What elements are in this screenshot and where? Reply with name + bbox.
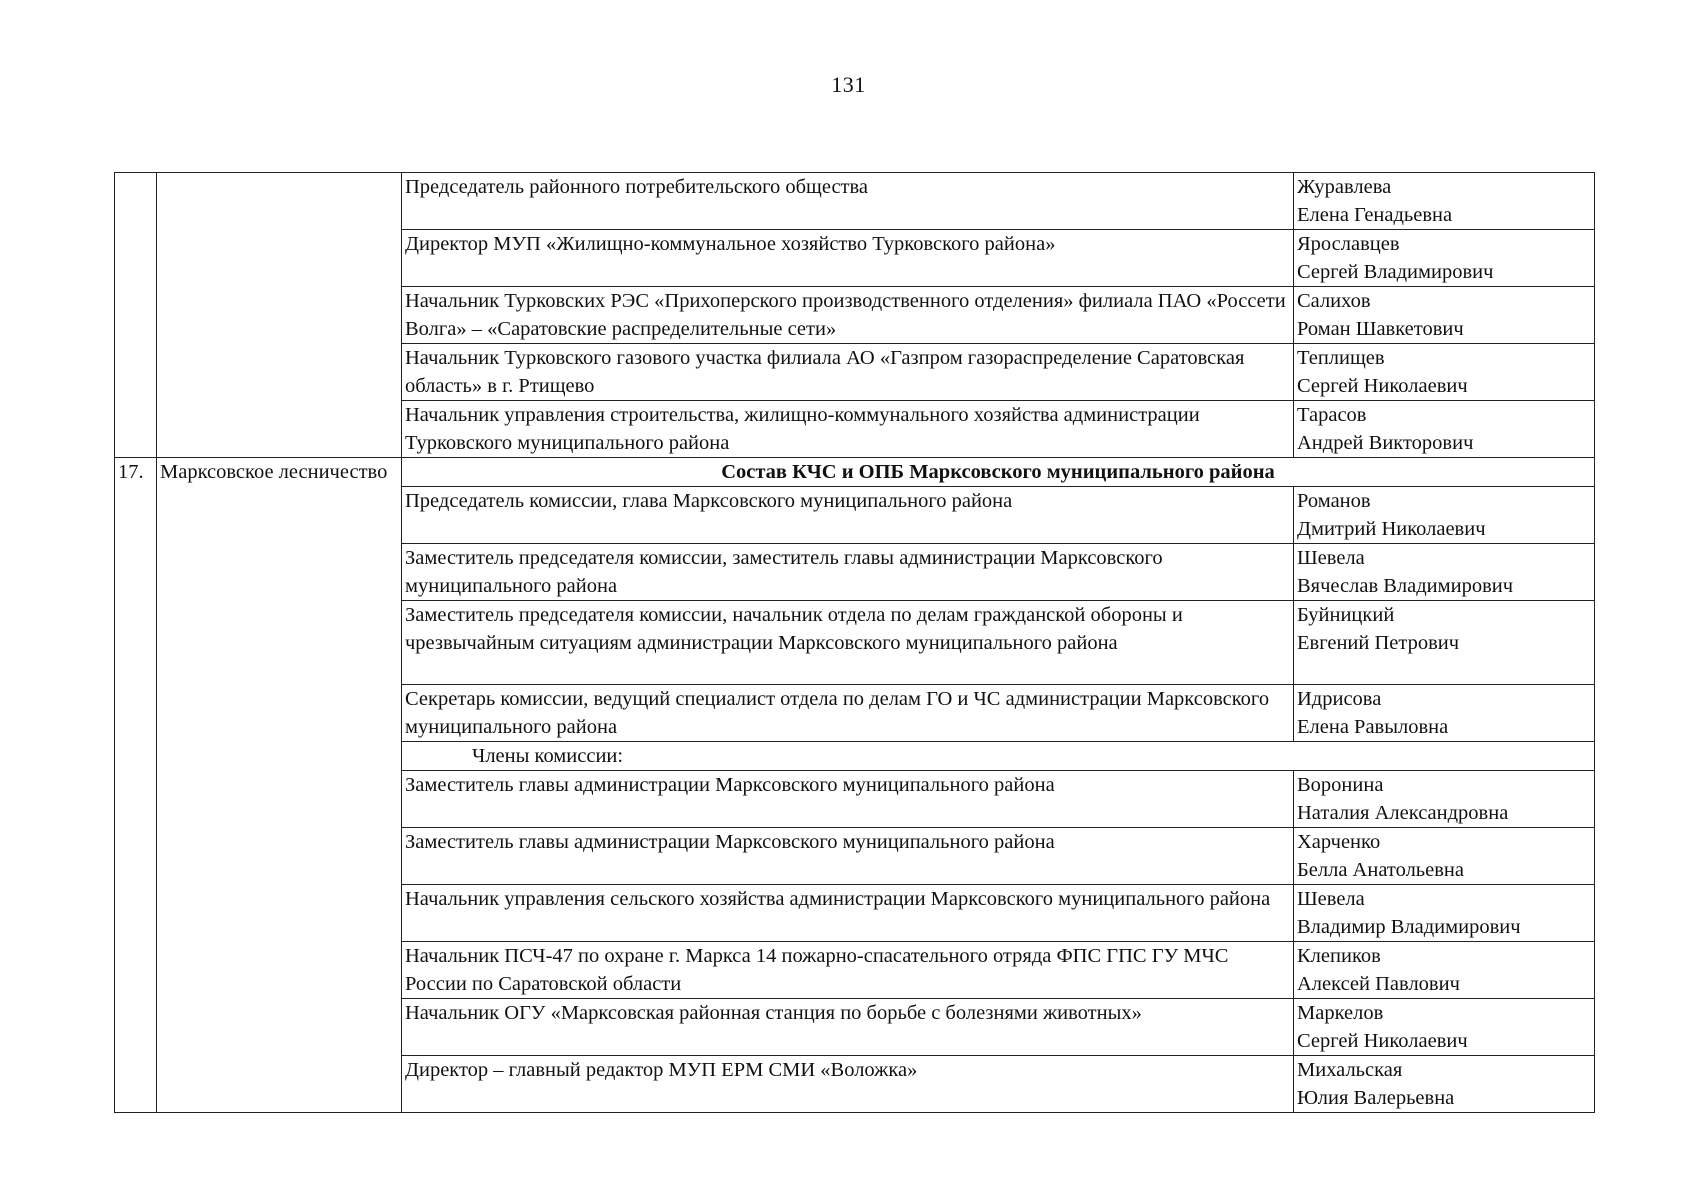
number-cell-empty xyxy=(115,173,157,458)
position-cell: Начальник Турковского газового участка филиала АО «Газпром газораспределение Саратовская область» в г. Ртищево xyxy=(402,344,1294,401)
section-title: Состав КЧС и ОПБ Марксовского муниципального района xyxy=(402,458,1595,487)
position-cell: Директор МУП «Жилищно-коммунальное хозяйство Турковского района» xyxy=(402,230,1294,287)
person-given-names: Роман Шавкетович xyxy=(1297,318,1464,340)
person-surname: Ярославцев xyxy=(1297,233,1400,255)
position-cell: Начальник управления сельского хозяйства администрации Марксовского муниципального района xyxy=(402,885,1294,942)
person-given-names: Алексей Павлович xyxy=(1297,973,1460,995)
person-name-cell xyxy=(1294,544,1595,601)
position-cell: Заместитель председателя комиссии, начальник отдела по делам гражданской обороны и чрезвычайным ситуациям администрации Марксовского муниципального района xyxy=(402,601,1294,685)
person-surname: Шевела xyxy=(1297,888,1365,910)
person-given-names: Владимир Владимирович xyxy=(1297,916,1521,938)
person-given-names: Елена Равыловна xyxy=(1297,716,1449,738)
person-surname: Теплищев xyxy=(1297,347,1385,369)
person-surname: Воронина xyxy=(1297,774,1384,796)
person-name-cell xyxy=(1294,344,1595,401)
person-name-cell xyxy=(1294,601,1595,685)
page-number: 131 xyxy=(831,72,866,97)
person-name-cell xyxy=(1294,885,1595,942)
person-surname: Романов xyxy=(1297,490,1371,512)
section-title-row xyxy=(115,458,1595,487)
person-name-cell xyxy=(1294,1056,1595,1113)
person-given-names: Сергей Николаевич xyxy=(1297,1030,1468,1052)
forestry-cell-empty xyxy=(157,173,402,458)
position-cell: Директор – главный редактор МУП ЕРМ СМИ «Воложка» xyxy=(402,1056,1294,1113)
person-given-names: Юлия Валерьевна xyxy=(1297,1087,1455,1109)
person-name-cell xyxy=(1294,999,1595,1056)
person-surname: Михальская xyxy=(1297,1059,1403,1081)
person-given-names: Наталия Александровна xyxy=(1297,802,1509,824)
person-name-cell xyxy=(1294,828,1595,885)
person-name-cell xyxy=(1294,487,1595,544)
person-given-names: Елена Генадьевна xyxy=(1297,204,1453,226)
person-name-cell xyxy=(1294,230,1595,287)
person-given-names: Евгений Петрович xyxy=(1297,632,1460,654)
person-given-names: Вячеслав Владимирович xyxy=(1297,575,1514,597)
position-cell: Секретарь комиссии, ведущий специалист отдела по делам ГО и ЧС администрации Марксовского муниципального района xyxy=(402,685,1294,742)
person-given-names: Сергей Николаевич xyxy=(1297,375,1468,397)
person-surname: Харченко xyxy=(1297,831,1381,853)
person-given-names: Белла Анатольевна xyxy=(1297,859,1464,881)
members-label: Члены комиссии: xyxy=(402,742,1595,771)
position-cell: Начальник ПСЧ-47 по охране г. Маркса 14 пожарно-спасательного отряда ФПС ГПС ГУ МЧС России по Саратовской области xyxy=(402,942,1294,999)
forestry-name-cell: Марксовское лесничество xyxy=(157,458,402,1113)
position-cell: Заместитель председателя комиссии, заместитель главы администрации Марксовского муниципального района xyxy=(402,544,1294,601)
position-cell: Начальник Турковских РЭС «Прихоперского производственного отделения» филиала ПАО «Россети Волга» – «Саратовские распределительные сети» xyxy=(402,287,1294,344)
position-cell: Начальник управления строительства, жилищно-коммунального хозяйства администрации Турковского муниципального района xyxy=(402,401,1294,458)
person-surname: Салихов xyxy=(1297,290,1371,312)
person-given-names: Дмитрий Николаевич xyxy=(1297,518,1486,540)
position-cell: Начальник ОГУ «Марксовская районная станция по борьбе с болезнями животных» xyxy=(402,999,1294,1056)
person-name-cell xyxy=(1294,942,1595,999)
person-name-cell xyxy=(1294,287,1595,344)
position-cell: Председатель комиссии, глава Марксовского муниципального района xyxy=(402,487,1294,544)
commission-table xyxy=(114,172,1595,1113)
person-name-cell xyxy=(1294,771,1595,828)
person-surname: Журавлева xyxy=(1297,176,1392,198)
person-surname: Тарасов xyxy=(1297,404,1367,426)
person-surname: Идрисова xyxy=(1297,688,1382,710)
person-name-cell xyxy=(1294,173,1595,230)
section-number-cell: 17. xyxy=(115,458,157,1113)
position-cell: Председатель районного потребительского общества xyxy=(402,173,1294,230)
person-name-cell xyxy=(1294,401,1595,458)
person-surname: Клепиков xyxy=(1297,945,1381,967)
person-surname: Шевела xyxy=(1297,547,1365,569)
table-row xyxy=(115,173,1595,230)
person-surname: Буйницкий xyxy=(1297,604,1395,626)
person-name-cell xyxy=(1294,685,1595,742)
person-given-names: Сергей Владимирович xyxy=(1297,261,1494,283)
person-given-names: Андрей Викторович xyxy=(1297,432,1474,454)
person-surname: Маркелов xyxy=(1297,1002,1384,1024)
position-cell: Заместитель главы администрации Марксовского муниципального района xyxy=(402,771,1294,828)
position-cell: Заместитель главы администрации Марксовского муниципального района xyxy=(402,828,1294,885)
